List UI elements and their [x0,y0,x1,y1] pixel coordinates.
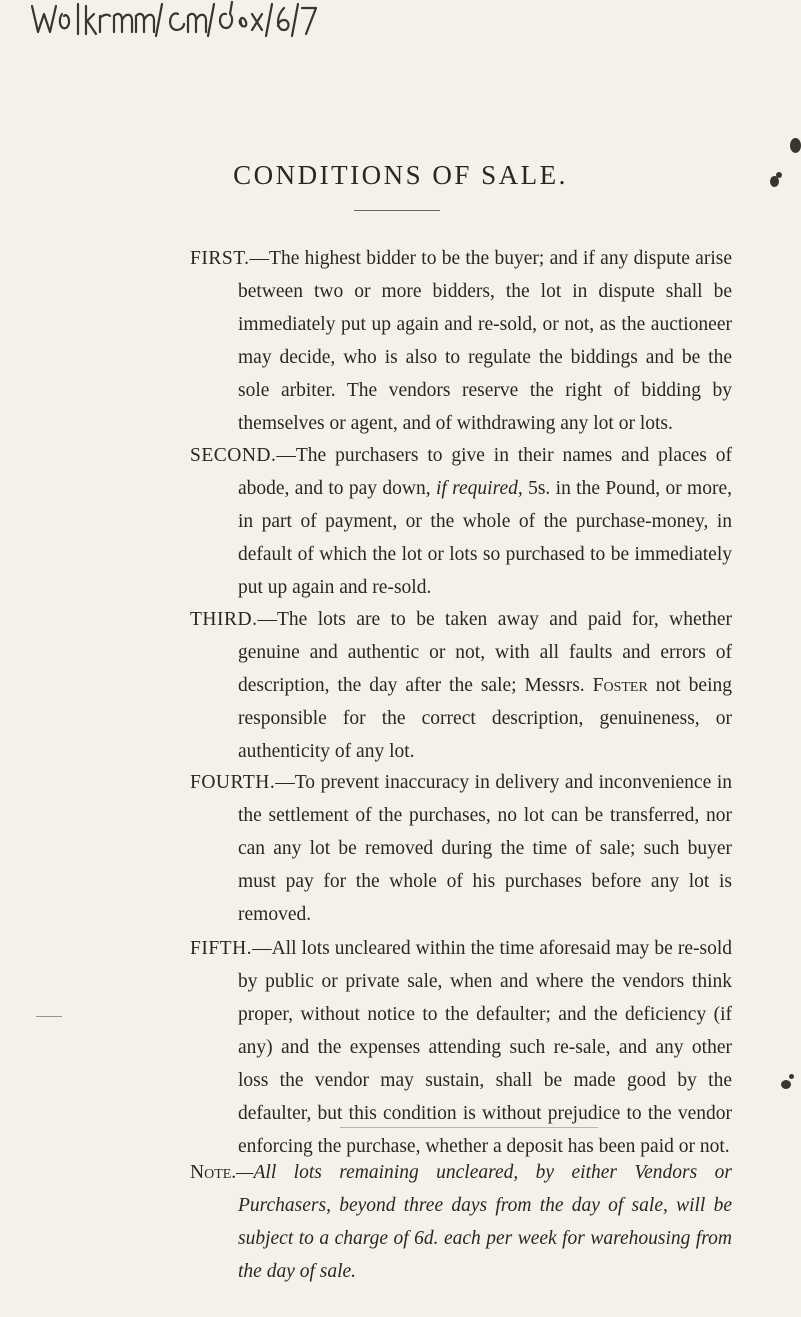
margin-mark [36,1016,62,1017]
clause-second-text-a: —The purchasers to give in their names and places of abode, and to pay down, [238,445,732,499]
clause-third-text-b: not being responsible for the correct description, genuineness, or authenticity of any lot. [238,675,732,762]
note-paragraph [190,1156,732,1288]
note-text: —All lots remaining uncleared, by either Vendors or Purchasers, beyond three days from the day of sale, will be subject to a charge of 6d. each per week for warehousing from the day of sale. [236,1162,732,1282]
clause-first-text: —The highest bidder to be the buyer; and if any dispute arise between two or more bidders, the lot in dispute shall be immediately put up again and re-sold, or not, as the auctioneer may decide, who is also to regulate the biddings and be the sole arbiter. The vendors reserve the right of bidding by themselves or agent, and of withdrawing any lot or lots. [238,248,732,434]
clause-fifth [190,932,732,1163]
note-divider [340,1127,598,1128]
handwritten-annotation [28,0,318,40]
page-title: CONDITIONS OF SALE. [233,160,568,190]
ink-speck [790,138,801,153]
ink-speck [789,1074,794,1079]
clause-second-italic: if required, [435,478,523,499]
clause-fourth-text: —To prevent inaccuracy in delivery and inconvenience in the settlement of the purchases, no lot can be transferred, nor can any lot be removed during the time of sale; such buyer must pay for the whole of his purchases before any lot is removed. [238,772,732,925]
clause-first-head: FIRST. [190,248,250,269]
clause-fourth-head: FOURTH. [190,772,276,793]
clause-fifth-head: FIFTH. [190,938,253,959]
clause-third-name: Foster [592,675,648,696]
title-rule [354,210,440,211]
note-head: Note. [190,1162,237,1183]
clause-second-text-b: 5s. in the Pound, or more, in part of payment, or the whole of the purchase-money, in default of which the lot or lots so purchased to be immediately put up again and re-sold. [238,478,732,598]
clause-second [190,439,732,604]
clause-fourth [190,766,732,931]
clause-first [190,242,732,440]
ink-speck [781,1080,791,1089]
clause-third-head: THIRD. [190,609,258,630]
clause-fifth-text: —All lots uncleared within the time aforesaid may be re-sold by public or private sale, when and where the vendors think proper, without notice to the defaulter; and the deficiency (if any) and the expenses attending such re-sale, and any other loss the vendor may sustain, shall be made good by the defaulter, but this condition is without prejudice to the vendor enforcing the purchase, whether a deposit has been paid or not. [238,938,732,1157]
clause-third-text-a: —The lots are to be taken away and paid for, whether genuine and authentic or not, with all faults and errors of description, the day after the sale; Messrs. [238,609,732,696]
clause-third [190,603,732,768]
clause-second-head: SECOND. [190,445,277,466]
